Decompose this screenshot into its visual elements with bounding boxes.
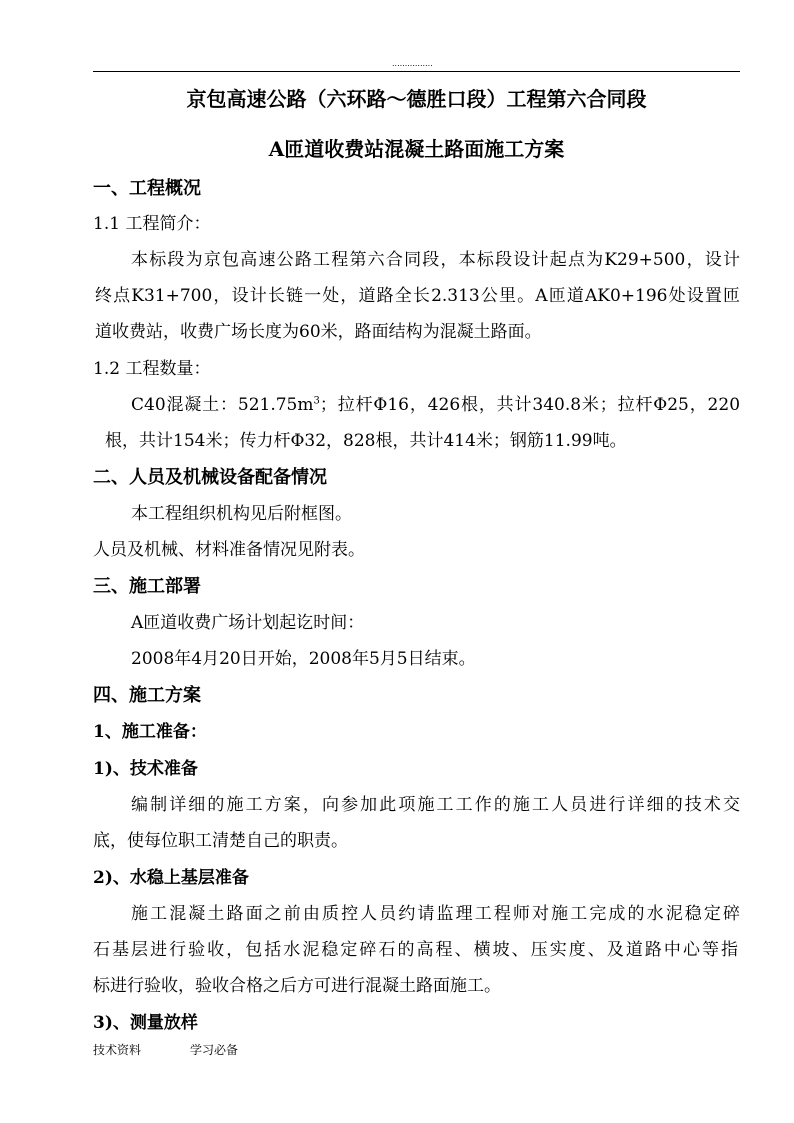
subsection-heading-4-1: 1、施工准备： [93, 722, 207, 742]
paragraph-schedule-dates: 2008年4月20日开始，2008年5月5日结束。 [131, 649, 476, 669]
paragraph-technical-line-1: 编制详细的施工方案，向参加此项施工工作的施工人员进行详细的技术交 [131, 795, 740, 815]
document-subtitle: A匝道收费站混凝土路面施工方案 [268, 137, 565, 161]
footer-left: 技术资料 [93, 1043, 142, 1057]
paragraph-base-line-1: 施工混凝土路面之前由质控人员约请监理工程师对施工完成的水泥稳定碎 [131, 904, 740, 924]
section-heading-4: 四、施工方案 [93, 685, 201, 706]
paragraph-base-line-2: 石基层进行验收，包括水泥稳定碎石的高程、横坡、压实度、及道路中心等指 [93, 940, 738, 960]
quantity-line-1 [131, 394, 740, 416]
section-heading-3: 三、施工部署 [93, 576, 201, 597]
subsection-heading-1-1: 1.1 工程简介： [93, 214, 211, 234]
subsection-heading-survey: 3)、测量放样 [93, 1013, 198, 1033]
quantity-line-2: 根，共计154米；传力杆Φ32，828根，共计414米；钢筋11.99吨。 [105, 431, 627, 451]
paragraph-organization: 本工程组织机构见后附框图。 [131, 504, 352, 524]
subsection-heading-1-2: 1.2 工程数量： [93, 359, 211, 379]
document-title: 京包高速公路（六环路～德胜口段）工程第六合同段 [186, 87, 647, 111]
paragraph-resources: 人员及机械、材料准备情况见附表。 [93, 540, 365, 560]
section-heading-2: 二、人员及机械设备配备情况 [93, 467, 327, 488]
subsection-heading-technical: 1)、技术准备 [93, 759, 198, 779]
paragraph-technical-line-2: 底，使每位职工清楚自己的职责。 [93, 831, 348, 851]
footer-right: 学习必备 [190, 1043, 239, 1057]
quantity-tie-bars: ；拉杆Φ16，426根，共计340.8米；拉杆Φ25，220 [319, 395, 741, 415]
section-heading-1: 一、工程概况 [93, 178, 201, 199]
paragraph-intro-line-3: 道收费站，收费广场长度为60米，路面结构为混凝土路面。 [95, 322, 542, 342]
paragraph-intro-line-2: 终点K31+700，设计长链一处，道路全长2.313公里。A匝道AK0+196处设置匝 [95, 286, 740, 306]
quantity-concrete: C40混凝土：521.75m [131, 395, 314, 415]
cubic-superscript: 3 [313, 395, 320, 407]
header-dots: ................ [392, 59, 433, 68]
paragraph-base-line-3: 标进行验收，验收合格之后方可进行混凝土路面施工。 [93, 976, 501, 996]
subsection-heading-base-layer: 2)、水稳上基层准备 [93, 868, 249, 888]
paragraph-intro-line-1: 本标段为京包高速公路工程第六合同段，本标段设计起点为K29+500，设计 [131, 250, 740, 270]
paragraph-schedule-label: A匝道收费广场计划起讫时间： [131, 613, 365, 633]
